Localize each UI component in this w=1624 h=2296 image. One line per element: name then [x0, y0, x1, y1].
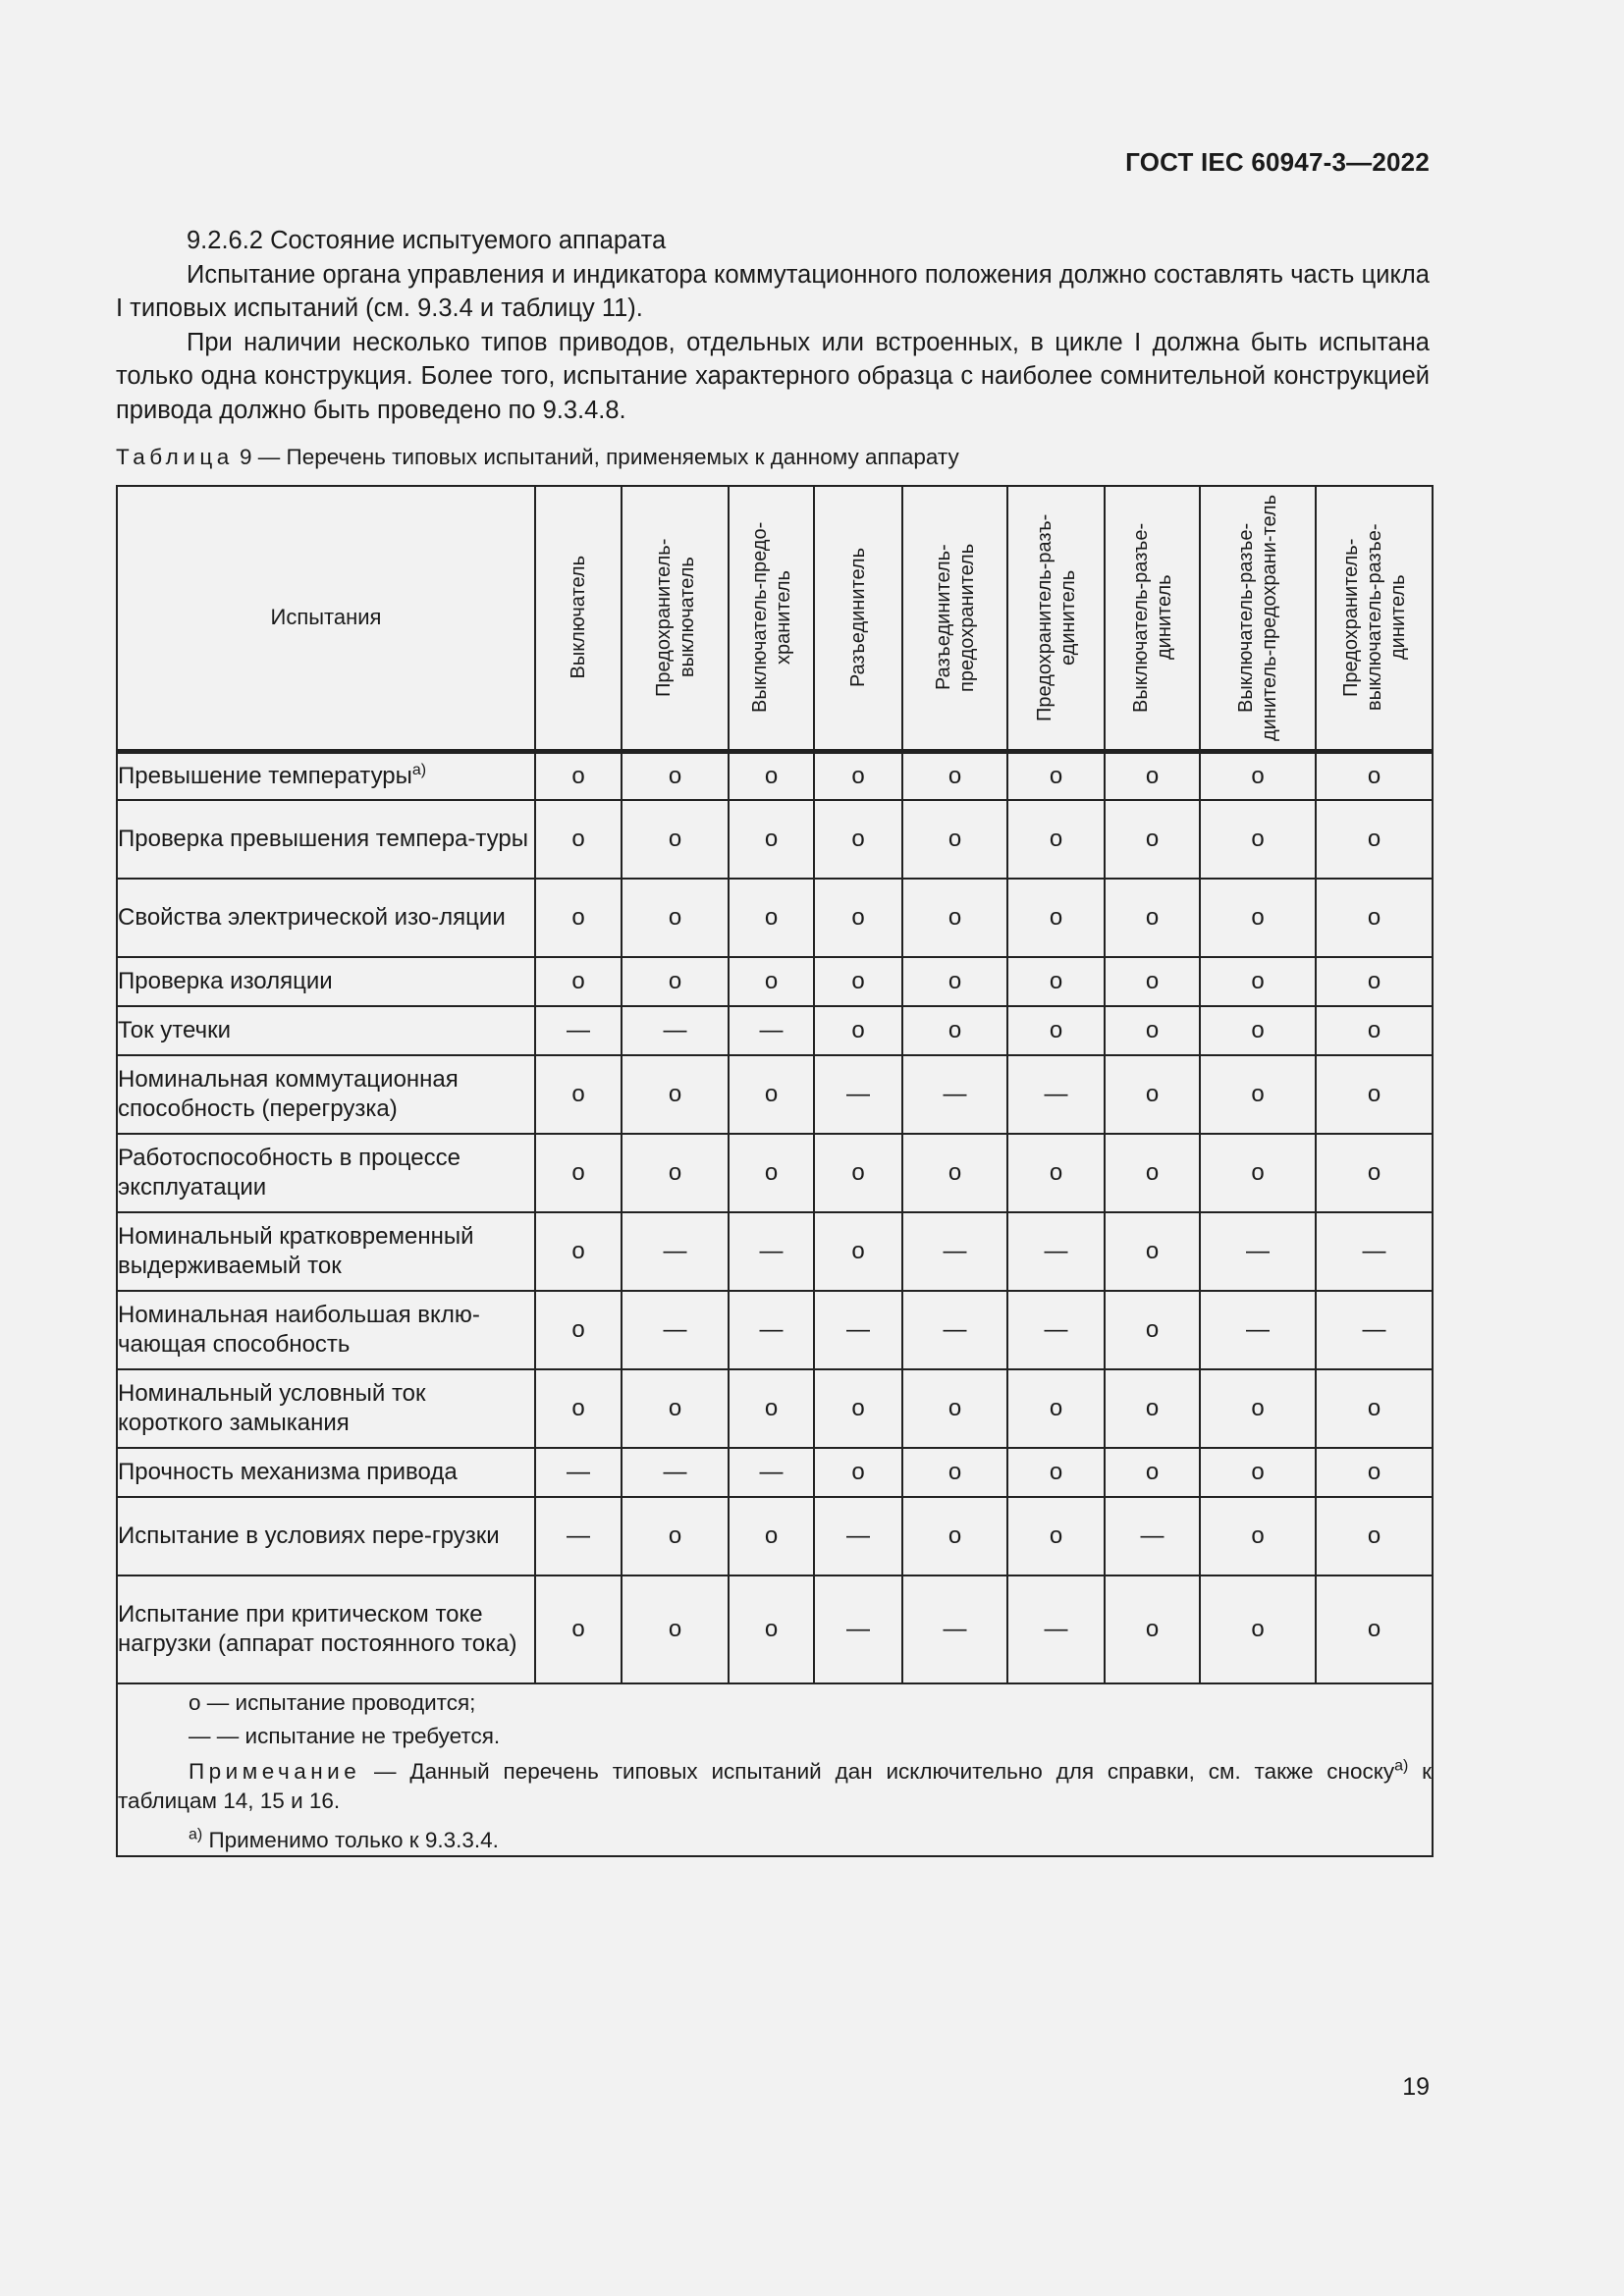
test-mark: о	[622, 1134, 729, 1212]
header-column	[1105, 486, 1200, 751]
test-mark: о	[1316, 1369, 1433, 1448]
test-mark: о	[1007, 1448, 1105, 1497]
header-tests: Испытания	[117, 486, 535, 751]
table-row	[117, 1369, 1433, 1448]
test-mark: о	[622, 800, 729, 879]
test-mark: о	[1105, 751, 1200, 800]
test-mark: о	[1007, 879, 1105, 957]
test-name	[117, 1575, 535, 1683]
test-mark: о	[1007, 800, 1105, 879]
test-mark: о	[814, 751, 902, 800]
test-mark: —	[622, 1291, 729, 1369]
test-mark: о	[1200, 1134, 1316, 1212]
column-label: Предохранитель-выключатель	[652, 538, 698, 697]
test-mark: о	[1200, 1575, 1316, 1683]
test-name-text: Свойства электрической изо-ляции	[118, 904, 506, 931]
test-mark: о	[1200, 1497, 1316, 1575]
test-mark: о	[535, 1575, 622, 1683]
footnote-sup: a)	[189, 1826, 203, 1843]
test-mark: —	[729, 1291, 814, 1369]
test-mark: —	[1007, 1291, 1105, 1369]
test-name	[117, 1006, 535, 1055]
column-label: Разъединитель-предохранитель	[932, 543, 978, 692]
test-mark: о	[1316, 751, 1433, 800]
test-mark: —	[535, 1448, 622, 1497]
header-column	[1316, 486, 1433, 751]
test-mark: о	[1200, 800, 1316, 879]
test-mark: о	[622, 957, 729, 1006]
header-column	[729, 486, 814, 751]
test-mark: о	[622, 751, 729, 800]
test-mark: о	[622, 1575, 729, 1683]
test-name-text: Работоспособность в процессе эксплуатации	[118, 1145, 460, 1201]
test-mark: о	[535, 1212, 622, 1291]
table-caption	[116, 443, 959, 472]
legend-conducted: о — испытание проводится;	[189, 1690, 476, 1715]
table-caption-label: Таблица	[116, 445, 234, 469]
body-text	[116, 224, 1430, 427]
test-mark: о	[814, 1448, 902, 1497]
test-mark: о	[729, 1575, 814, 1683]
test-mark: —	[1105, 1497, 1200, 1575]
footnote-a	[118, 1826, 1432, 1855]
test-name-text: Номинальная наибольшая вклю-чающая способность	[118, 1302, 480, 1358]
test-mark: о	[1007, 957, 1105, 1006]
test-mark: о	[1105, 957, 1200, 1006]
test-mark: —	[1007, 1575, 1105, 1683]
table-row	[117, 1448, 1433, 1497]
document-code: ГОСТ IEC 60947-3—2022	[1125, 147, 1430, 177]
header-column	[902, 486, 1007, 751]
test-name	[117, 1134, 535, 1212]
test-mark: о	[1105, 1134, 1200, 1212]
test-mark: —	[1200, 1291, 1316, 1369]
test-mark: —	[622, 1006, 729, 1055]
test-mark: —	[902, 1575, 1007, 1683]
test-mark: о	[1316, 1055, 1433, 1134]
test-mark: о	[1200, 1369, 1316, 1448]
test-mark: о	[1200, 1055, 1316, 1134]
column-label: Выключатель-предо-хранитель	[748, 522, 794, 714]
test-mark: о	[622, 1369, 729, 1448]
test-mark: —	[1200, 1212, 1316, 1291]
test-mark: о	[1007, 1006, 1105, 1055]
test-mark: —	[814, 1575, 902, 1683]
test-name-text: Номинальная коммутационная способность (перегрузка)	[118, 1066, 459, 1122]
test-mark: —	[902, 1291, 1007, 1369]
header-column	[535, 486, 622, 751]
test-mark: о	[1200, 957, 1316, 1006]
table-header-row	[117, 486, 1433, 751]
test-mark: о	[729, 1497, 814, 1575]
header-column	[1007, 486, 1105, 751]
table-row	[117, 1134, 1433, 1212]
test-mark: о	[902, 1006, 1007, 1055]
test-mark: о	[1105, 1291, 1200, 1369]
test-mark: о	[902, 1369, 1007, 1448]
test-mark: —	[729, 1448, 814, 1497]
table-row	[117, 800, 1433, 879]
page-number: 19	[1402, 2073, 1430, 2101]
test-name-text: Номинальный кратковременный выдерживаемый ток	[118, 1223, 474, 1279]
test-name-text: Ток утечки	[118, 1017, 231, 1043]
test-mark: о	[729, 1369, 814, 1448]
test-mark: о	[1200, 879, 1316, 957]
test-mark: о	[535, 1055, 622, 1134]
table-row	[117, 1575, 1433, 1683]
test-mark: о	[535, 800, 622, 879]
test-mark: о	[1105, 1212, 1200, 1291]
test-mark: о	[902, 879, 1007, 957]
header-column	[1200, 486, 1316, 751]
table-notes	[117, 1683, 1433, 1856]
test-mark: о	[535, 879, 622, 957]
table-row	[117, 1055, 1433, 1134]
header-column	[814, 486, 902, 751]
test-mark: —	[902, 1212, 1007, 1291]
test-mark: о	[814, 1212, 902, 1291]
test-mark: о	[1200, 1006, 1316, 1055]
table-row	[117, 1497, 1433, 1575]
notes-row	[117, 1683, 1433, 1856]
column-label: Выключатель-разъе-динитель	[1129, 522, 1175, 713]
test-mark: о	[1007, 1497, 1105, 1575]
test-mark: о	[1105, 879, 1200, 957]
note-label: Примечание	[189, 1759, 361, 1784]
test-mark: о	[1105, 800, 1200, 879]
test-mark: о	[1316, 1448, 1433, 1497]
test-mark: —	[535, 1497, 622, 1575]
test-mark: о	[1007, 1134, 1105, 1212]
test-name	[117, 800, 535, 879]
column-label: Разъединитель	[847, 548, 869, 688]
test-name	[117, 1497, 535, 1575]
test-mark: —	[1316, 1291, 1433, 1369]
test-name	[117, 1369, 535, 1448]
test-mark: о	[729, 800, 814, 879]
test-mark: —	[814, 1055, 902, 1134]
test-mark: —	[729, 1212, 814, 1291]
test-name	[117, 879, 535, 957]
test-mark: о	[902, 751, 1007, 800]
test-name-text: Прочность механизма привода	[118, 1459, 458, 1485]
test-mark: о	[902, 957, 1007, 1006]
test-mark: —	[1007, 1055, 1105, 1134]
note-sup: a)	[1394, 1757, 1409, 1775]
legend-not-required: — — испытание не требуется.	[189, 1724, 501, 1748]
column-label: Предохранитель-выключатель-разъе-динитель	[1339, 524, 1409, 712]
test-name-text: Проверка изоляции	[118, 968, 333, 994]
paragraph-1: Испытание органа управления и индикатора коммутационного положения должно составлять часть цикла I типовых испытаний (см. 9.3.4 и таблицу 11).	[116, 260, 1430, 322]
test-mark: о	[902, 1134, 1007, 1212]
test-mark: о	[1200, 1448, 1316, 1497]
test-mark: —	[535, 1006, 622, 1055]
note-text-a: — Данный перечень типовых испытаний дан исключительно для справки, см. также сноску	[360, 1759, 1395, 1784]
test-name	[117, 957, 535, 1006]
test-mark: о	[1105, 1448, 1200, 1497]
note-text-b: к таблицам 14, 15 и 16.	[118, 1759, 1432, 1813]
column-label: Выключатель	[568, 556, 589, 679]
test-mark: о	[1316, 957, 1433, 1006]
test-mark: —	[902, 1055, 1007, 1134]
test-mark: о	[535, 1134, 622, 1212]
test-mark: о	[1316, 1006, 1433, 1055]
test-mark: о	[729, 1055, 814, 1134]
test-mark: о	[814, 1369, 902, 1448]
test-name-text: Испытание в условиях пере-грузки	[118, 1522, 500, 1549]
test-mark: о	[902, 1448, 1007, 1497]
test-mark: о	[814, 1134, 902, 1212]
test-mark: о	[1007, 751, 1105, 800]
test-name-text: Номинальный условный ток короткого замыкания	[118, 1380, 426, 1436]
header-column	[622, 486, 729, 751]
test-mark: о	[535, 751, 622, 800]
test-mark: о	[622, 1497, 729, 1575]
test-mark: о	[535, 957, 622, 1006]
test-mark: о	[1200, 751, 1316, 800]
test-mark: о	[729, 879, 814, 957]
test-mark: о	[1316, 1134, 1433, 1212]
table-row	[117, 879, 1433, 957]
footnote-ref: a)	[411, 761, 427, 778]
table-note	[118, 1757, 1432, 1816]
table-row	[117, 751, 1433, 800]
test-mark: о	[1105, 1575, 1200, 1683]
test-mark: о	[535, 1291, 622, 1369]
footnote-text: Применимо только к 9.3.3.4.	[202, 1828, 499, 1852]
test-mark: —	[729, 1006, 814, 1055]
test-mark: о	[622, 879, 729, 957]
table-caption-text: 9 — Перечень типовых испытаний, применяемых к данному аппарату	[240, 445, 959, 469]
test-mark: о	[814, 957, 902, 1006]
test-mark: о	[729, 957, 814, 1006]
test-mark: о	[1105, 1006, 1200, 1055]
table-row	[117, 1006, 1433, 1055]
paragraph-2: При наличии несколько типов приводов, отдельных или встроенных, в цикле I должна быть испытана только одна конструкция. Более того, испытание характерного образца с наиболее сомнительной конструкцией привода должно быть проведено по 9.3.4.8.	[116, 328, 1430, 424]
test-name	[117, 1055, 535, 1134]
test-mark: —	[622, 1212, 729, 1291]
test-mark: о	[1105, 1055, 1200, 1134]
test-name-text: Проверка превышения темпера-туры	[118, 826, 528, 852]
test-mark: —	[622, 1448, 729, 1497]
test-name	[117, 1291, 535, 1369]
test-mark: о	[814, 1006, 902, 1055]
test-mark: о	[814, 879, 902, 957]
test-mark: о	[1316, 1575, 1433, 1683]
table-row	[117, 1291, 1433, 1369]
table-row	[117, 957, 1433, 1006]
test-mark: о	[1316, 879, 1433, 957]
test-mark: о	[1105, 1369, 1200, 1448]
test-name	[117, 751, 535, 800]
test-mark: о	[814, 800, 902, 879]
test-mark: о	[535, 1369, 622, 1448]
test-name-text: Превышение температуры	[118, 762, 412, 789]
test-mark: о	[729, 751, 814, 800]
test-name	[117, 1212, 535, 1291]
test-mark: о	[902, 1497, 1007, 1575]
table-body	[117, 751, 1433, 1683]
test-mark: —	[814, 1497, 902, 1575]
test-mark: о	[1007, 1369, 1105, 1448]
column-label: Предохранитель-разъ-единитель	[1033, 513, 1079, 721]
test-table	[116, 485, 1434, 1857]
table-row	[117, 1212, 1433, 1291]
column-label: Выключатель-разъе-динитель-предохрани-тель	[1235, 494, 1280, 741]
test-mark: о	[729, 1134, 814, 1212]
test-mark: —	[814, 1291, 902, 1369]
test-mark: о	[902, 800, 1007, 879]
test-mark: —	[1007, 1212, 1105, 1291]
test-mark: о	[1316, 800, 1433, 879]
test-name	[117, 1448, 535, 1497]
test-mark: о	[622, 1055, 729, 1134]
test-mark: о	[1316, 1497, 1433, 1575]
test-name-text: Испытание при критическом токе нагрузки (аппарат постоянного тока)	[118, 1601, 517, 1657]
section-title: 9.2.6.2 Состояние испытуемого аппарата	[187, 227, 667, 254]
test-mark: —	[1316, 1212, 1433, 1291]
